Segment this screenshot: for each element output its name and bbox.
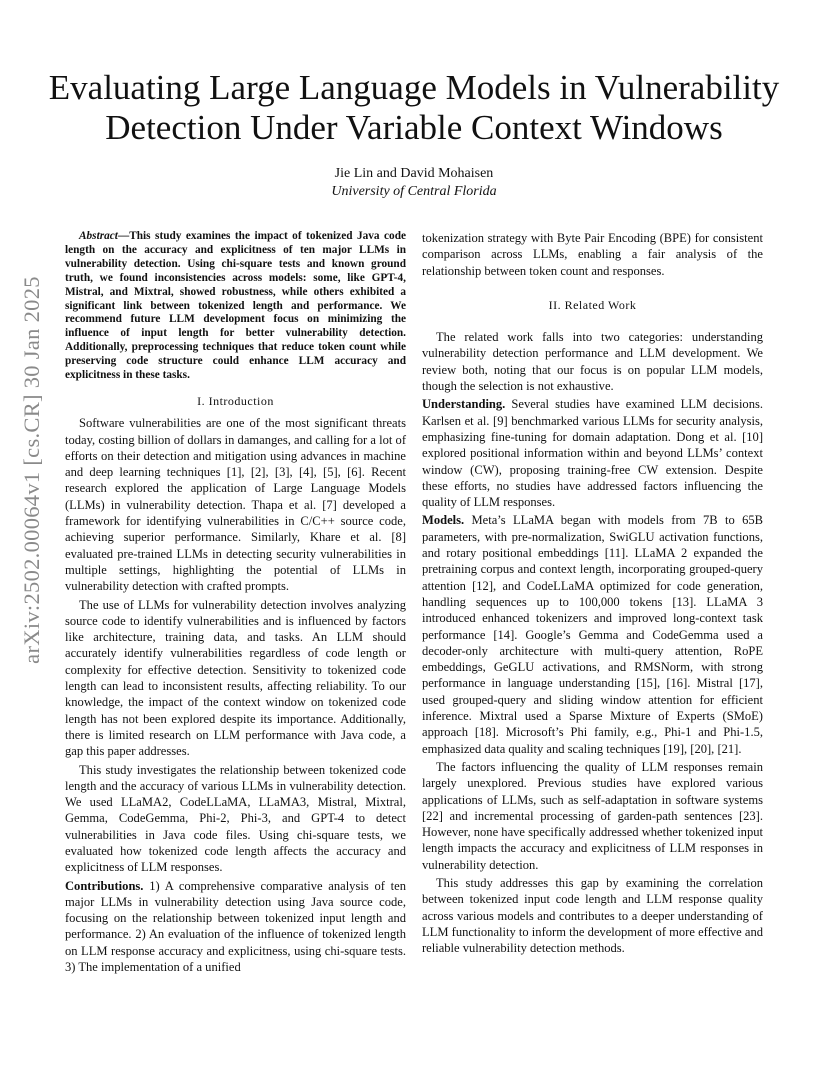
intro-paragraph-2: The use of LLMs for vulnerability detection involves analyzing source code to identify vulnerabilities and is influenced by factors like architecture, training data, and tasks. An LLM should accurately identify vulnerabilities regardless of code length or complexity for effective detection. Sensitivity to tokenized code length can lead to inconsistent results, affecting reliability. To our knowledge, the impact of the context window on tokenized code length has not been explored despite its importance. Additionally, there is limited research on LLM performance with Java code, a gap this paper addresses. [65,597,406,759]
title-line-2: Detection Under Variable Context Windows [105,108,723,147]
affiliation: University of Central Florida [331,184,497,199]
section-heading-introduction: I. Introduction [197,393,274,408]
paper-title [40,68,788,148]
gap-paragraph: This study addresses this gap by examining the correlation between tokenized input code length and LLM response quality across various models and contributes to a deeper understanding of LLM functionality to inform the development of more effective and reliable vulnerability detection methods. [422,875,763,956]
contributions-paragraph [65,878,406,976]
contributions-label: Contributions. [65,878,144,893]
authors: Jie Lin and David Mohaisen [334,166,494,181]
section-heading-related-work: II. Related Work [548,297,637,312]
abstract-text: —This study examines the impact of tokenized Java code length on the accuracy and explicitness of ten major LLMs in vulnerability detection. Using chi-square tests and known ground truth, we found inconsistencies across models: some, like GPT-4, Mistral, and Mixtral, showed robustness, while others exhibited a significant link between tokenized length and performance. We recommend future LLM development focus on minimizing the influence of input length for better vulnerability detection. Additionally, preprocessing techniques that reduce token count while preserving code structure could enhance LLM accuracy and explicitness in these tasks. [65,230,406,382]
right-column [422,230,763,956]
understanding-text: Several studies have examined LLM decisions. Karlsen et al. [9] benchmarked various LLMs for security analysis, emphasizing fine-tuning for domain adaptation. Dong et al. [10] explored positional information within and beyond LLMs’ context window (CW), proposing training-free CW extension. Despite these efforts, no studies have addressed factors influencing the quality of LLM responses. [422,397,763,510]
arxiv-stamp-text: arXiv:2502.00064v1 [cs.CR] 30 Jan 2025 [19,276,44,664]
contributions-continued: tokenization strategy with Byte Pair Encoding (BPE) for consistent comparison across LLMs, enabling a fair analysis of the relationship between token count and responses. [422,231,763,278]
understanding-paragraph [422,396,763,510]
title-line-1: Evaluating Large Language Models in Vulnerability [48,68,780,107]
models-label: Models. [422,513,465,528]
models-text: Meta’s LLaMA began with models from 7B to 65B parameters, with pre-normalization, SwiGLU activation functions, and rotary positional embeddings [11]. LLaMA 2 expanded the pretraining corpus and context length, incorporating grouped-query attention [12], and CodeLLaMA optimized for code generation, handling sequences up to 100,000 tokens [13]. LLaMA 3 introduced enhanced tokenizers and improved long-context task performance [14]. Google’s Gemma and CodeGemma used a decoder-only architecture with multi-query attention, RoPE embeddings, GeGLU activations, and RMSNorm, with strong performance in language understanding [15], [16]. Mistral [17], used grouped-query and sliding window attention for efficient inference. Mixtral used a Sparse Mixture of Experts (SMoE) approach [18]. Microsoft’s Phi family, e.g., Phi-1 and Phi-1.5, emphasized data quality and scaling techniques [19], [20], [21]. [422,513,763,756]
understanding-label: Understanding. [422,397,506,412]
contributions-text: 1) A comprehensive comparative analysis of ten major LLMs in vulnerability detection using Java source code, focusing on the relationship between tokenized input length and performance. 2) An evaluation of the influence of tokenized length on LLM response accuracy and explicitness, using chi-square tests. 3) The implementation of a unified [65,878,406,975]
abstract-label: Abstract [79,230,118,242]
models-paragraph [422,512,763,756]
related-paragraph-1: The related work falls into two categories: understanding vulnerability detection performance and LLM development. We review both, noting that our focus is on popular LLM models, though the selection is not exhaustive. [422,330,763,394]
intro-paragraph-3: This study investigates the relationship between tokenized code length and the accuracy of various LLMs in vulnerability detection. We used LLaMA2, CodeLLaMA, LLaMA3, Mistral, Mixtral, Gemma, CodeGemma, Phi-2, Phi-3, and GPT-4 to detect vulnerabilities in Java code files. Using chi-square tests, we evaluated how tokenized code length affects the accuracy and explicitness of LLM responses. [65,762,406,875]
factors-paragraph: The factors influencing the quality of LLM responses remain largely unexplored. Previous studies have explored various applications of LLMs, such as self-adaptation in software systems [22] and incremental processing of garden-path sentences [23]. However, none have specifically addressed whether tokenized input length impacts the accuracy and explicitness of LLM responses in vulnerability detection. [422,759,763,872]
left-column [65,230,406,975]
abstract [65,230,406,383]
intro-paragraph-1: Software vulnerabilities are one of the most significant threats today, costing billion of dollars in damanges, and calling for a lot of efforts on their detection and mitigation using advances in machine and deep learning techniques [1], [2], [3], [4], [5], [6]. Recent research explored the application of Large Language Models (LLMs) in vulnerability detection. Thapa et al. [7] developed a framework for identifying vulnerabilities in C/C++ source code, achieving superior performance. Similarly, Khare et al. [8] evaluated pre-trained LLMs in detecting security vulnerabilities in multiple settings, highlighting the potential of LLMs in vulnerability detection with crafted prompts. [65,416,406,594]
arxiv-identifier-stamp [14,265,50,675]
